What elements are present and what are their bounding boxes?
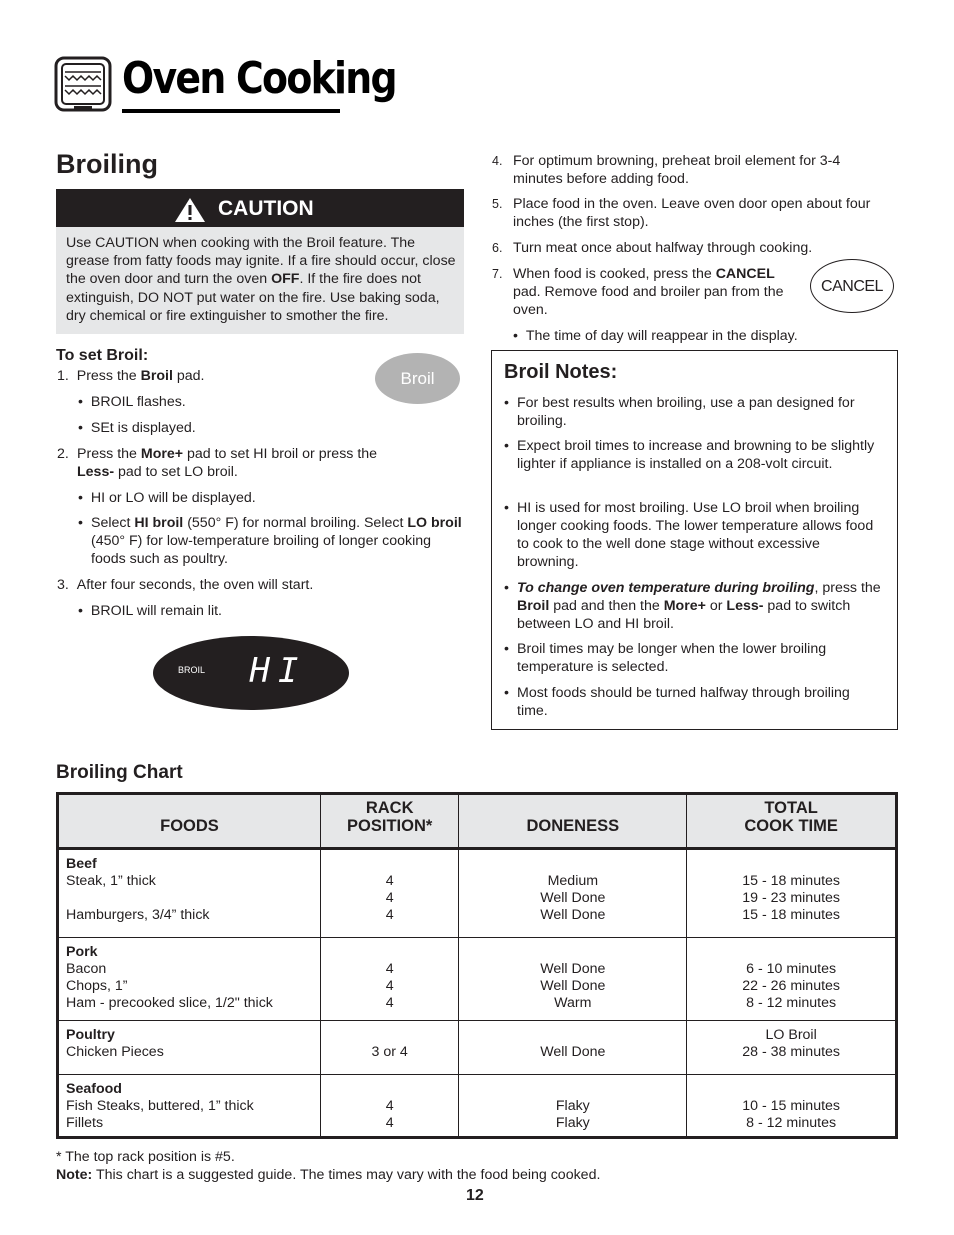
- rack-cell: 3 or 4: [320, 1021, 458, 1075]
- step-2-bullet: • Select HI broil (550° F) for normal broiling. Select LO broil (450° F) for low-temperature broiling of longer cooking foods such as poultry.: [78, 515, 462, 567]
- caution-label: CAUTION: [218, 197, 314, 220]
- bullet-text: (550° F) for normal broiling. Select: [183, 515, 408, 531]
- step-bold: CANCEL: [715, 266, 775, 282]
- step-text: pad.: [172, 368, 205, 384]
- step-7-bullet: • The time of day will reappear in the display.: [513, 328, 798, 344]
- step-text: After four seconds, the oven will start.: [76, 577, 314, 593]
- rack-cell: 4 4: [320, 1075, 458, 1138]
- note-bold: More+: [663, 598, 706, 614]
- step-4: [492, 152, 892, 188]
- bullet-text: HI or LO will be displayed.: [90, 490, 256, 506]
- note-text: Broil times may be longer when the lower broiling temperature is selected.: [517, 641, 827, 675]
- table-row: [58, 938, 897, 1021]
- cook-time-cell: 10 - 15 minutes 8 - 12 minutes: [687, 1075, 897, 1138]
- page-title: Oven Cooking: [122, 53, 396, 104]
- step-number: 4.: [492, 154, 503, 168]
- doneness-cell: Medium Well Done Well Done: [459, 849, 687, 938]
- warning-icon: [174, 197, 206, 223]
- note-label: Note:: [56, 1167, 93, 1183]
- note-bold: Less-: [726, 598, 764, 614]
- doneness-cell: Well Done Well Done Warm: [459, 938, 687, 1021]
- step-number: 6.: [492, 241, 503, 255]
- note-item: • For best results when broiling, use a pan designed for broiling.: [504, 394, 884, 430]
- header-foods: FOODS: [58, 794, 321, 849]
- note-text: Expect broil times to increase and browning to be slightly lighter if appliance is installed on a 208-volt circuit.: [517, 438, 875, 472]
- doneness-cell: Well Done: [459, 1021, 687, 1075]
- bullet-text: (450° F) for low-temperature broiling of longer cooking foods such as poultry.: [91, 533, 432, 567]
- cook-time-cell: 6 - 10 minutes 22 - 26 minutes 8 - 12 minutes: [687, 938, 897, 1021]
- note-item: • Most foods should be turned halfway through broiling time.: [504, 684, 884, 720]
- note-text: , press the: [814, 580, 881, 596]
- step-text: For optimum browning, preheat broil element for 3-4 minutes before adding food.: [513, 153, 841, 187]
- table-row: [58, 849, 897, 938]
- step-text: pad to set HI broil or press the: [183, 446, 378, 462]
- foods-cell: Poultry Chicken Pieces: [58, 1021, 321, 1075]
- step-3: [57, 576, 313, 594]
- chart-footnote: [56, 1148, 600, 1184]
- bullet-text: The time of day will reappear in the display.: [525, 328, 798, 344]
- step-text: Press the: [76, 368, 141, 384]
- bullet-text: BROIL will remain lit.: [90, 603, 222, 619]
- step-2: [57, 445, 387, 481]
- table-row: [58, 1075, 897, 1138]
- step-1-bullet: • BROIL flashes.: [78, 394, 186, 410]
- bullet-bold: HI broil: [134, 515, 184, 531]
- section-title: Broiling: [56, 149, 158, 179]
- note-text: or: [705, 598, 727, 614]
- oven-icon: [54, 56, 112, 112]
- header-doneness: DONENESS: [459, 794, 687, 849]
- step-3-bullet: • BROIL will remain lit.: [78, 603, 222, 619]
- set-broil-title: To set Broil:: [56, 347, 149, 364]
- cook-time-cell: 15 - 18 minutes 19 - 23 minutes 15 - 18 minutes: [687, 849, 897, 938]
- broiling-chart-title: Broiling Chart: [56, 762, 183, 783]
- step-text: Press the: [77, 446, 141, 462]
- step-bold: Less-: [77, 464, 115, 480]
- cancel-pad-button[interactable]: CANCEL: [810, 259, 894, 313]
- caution-text-part: . If the fire does not extinguish, DO NOT put water on the fire. Use baking soda, dry chemical or fire extinguisher to smother the fire.: [66, 271, 440, 324]
- note-bold: Broil: [517, 598, 550, 614]
- note-text: pad to switch between LO and HI broil.: [517, 598, 851, 632]
- bullet-bold: LO broil: [407, 515, 462, 531]
- broil-notes-title: Broil Notes:: [504, 361, 618, 383]
- bullet-text: BROIL flashes.: [90, 394, 186, 410]
- note-text: This chart is a suggested guide. The times may vary with the food being cooked.: [92, 1167, 601, 1183]
- oven-display: [153, 636, 349, 710]
- caution-header: [56, 189, 464, 227]
- foods-cell: Beef Steak, 1” thick Hamburgers, 3/4” thick: [58, 849, 321, 938]
- step-6: [492, 239, 892, 257]
- broiling-chart-table: [56, 792, 898, 1139]
- display-value: HI: [249, 651, 307, 691]
- step-number: 7.: [492, 267, 503, 281]
- step-text: pad to set LO broil.: [114, 464, 238, 480]
- broil-notes-box: [491, 350, 898, 730]
- caution-box: [56, 189, 464, 334]
- step-bold: Broil: [140, 368, 173, 384]
- step-1: [57, 367, 205, 385]
- step-number: 2.: [57, 446, 69, 462]
- foods-cell: Seafood Fish Steaks, buttered, 1” thick Fillets: [58, 1075, 321, 1138]
- caution-text: [66, 234, 456, 325]
- rack-cell: 4 4 4: [320, 849, 458, 938]
- rack-cell: 4 4 4: [320, 938, 458, 1021]
- step-text: Place food in the oven. Leave oven door open about four inches (the first stop).: [513, 196, 871, 230]
- step-5: [492, 195, 892, 231]
- note-italic: To change oven temperature during broiling: [517, 580, 815, 596]
- note-item: • To change oven temperature during broiling, press the Broil pad and then the More+ or Less- pad to switch between LO and HI broil.: [504, 580, 881, 632]
- step-bold: More+: [140, 446, 184, 462]
- table-row: [58, 1021, 897, 1075]
- step-7: [492, 265, 802, 319]
- step-2-bullet: • HI or LO will be displayed.: [78, 490, 256, 506]
- header-cook-time: TOTAL COOK TIME: [687, 794, 897, 849]
- note-item: • HI is used for most broiling. Use LO broil when broiling longer cooking foods. The lower temperature allows food to cook to the well done stage without excessive browning.: [504, 499, 884, 571]
- display-digits: [249, 651, 307, 691]
- bullet-text: Select: [91, 515, 135, 531]
- footnote-star: * The top rack position is #5.: [56, 1149, 235, 1165]
- header-rack-position: RACK POSITION*: [320, 794, 458, 849]
- step-1-bullet: • SEt is displayed.: [78, 420, 196, 436]
- table-header-row: [58, 794, 897, 849]
- step-number: 5.: [492, 197, 503, 211]
- caution-text-part: Use CAUTION when cooking with the Broil feature. The grease from fatty foods may ignite. If a fire should occur, close the oven door and turn the oven: [66, 235, 456, 288]
- note-text: pad and then the: [549, 598, 664, 614]
- foods-cell: Pork Bacon Chops, 1” Ham - precooked slice, 1/2" thick: [58, 938, 321, 1021]
- step-text: Turn meat once about halfway through cooking.: [513, 240, 813, 256]
- step-number: 1.: [57, 368, 69, 384]
- bullet-text: SEt is displayed.: [90, 420, 196, 436]
- broil-pad-button[interactable]: Broil: [375, 353, 460, 404]
- note-item: • Broil times may be longer when the lower broiling temperature is selected.: [504, 640, 884, 676]
- note-text: For best results when broiling, use a pan designed for broiling.: [517, 395, 855, 429]
- note-item: • Expect broil times to increase and browning to be slightly lighter if appliance is installed on a 208-volt circuit.: [504, 437, 884, 473]
- page-number: 12: [466, 1187, 484, 1204]
- title-underline: [122, 109, 340, 113]
- step-number: 3.: [57, 577, 69, 593]
- doneness-cell: Flaky Flaky: [459, 1075, 687, 1138]
- note-text: Most foods should be turned halfway through broiling time.: [517, 685, 850, 719]
- caution-off-word: OFF: [271, 271, 300, 288]
- display-broil-indicator: BROIL: [178, 665, 206, 675]
- step-text: When food is cooked, press the: [513, 266, 716, 282]
- cook-time-cell: LO Broil 28 - 38 minutes: [687, 1021, 897, 1075]
- step-text: pad. Remove food and broiler pan from the oven.: [513, 284, 784, 318]
- note-text: HI is used for most broiling. Use LO broil when broiling longer cooking foods. The lower temperature allows food to cook to the well done stage without excessive browning.: [517, 500, 874, 570]
